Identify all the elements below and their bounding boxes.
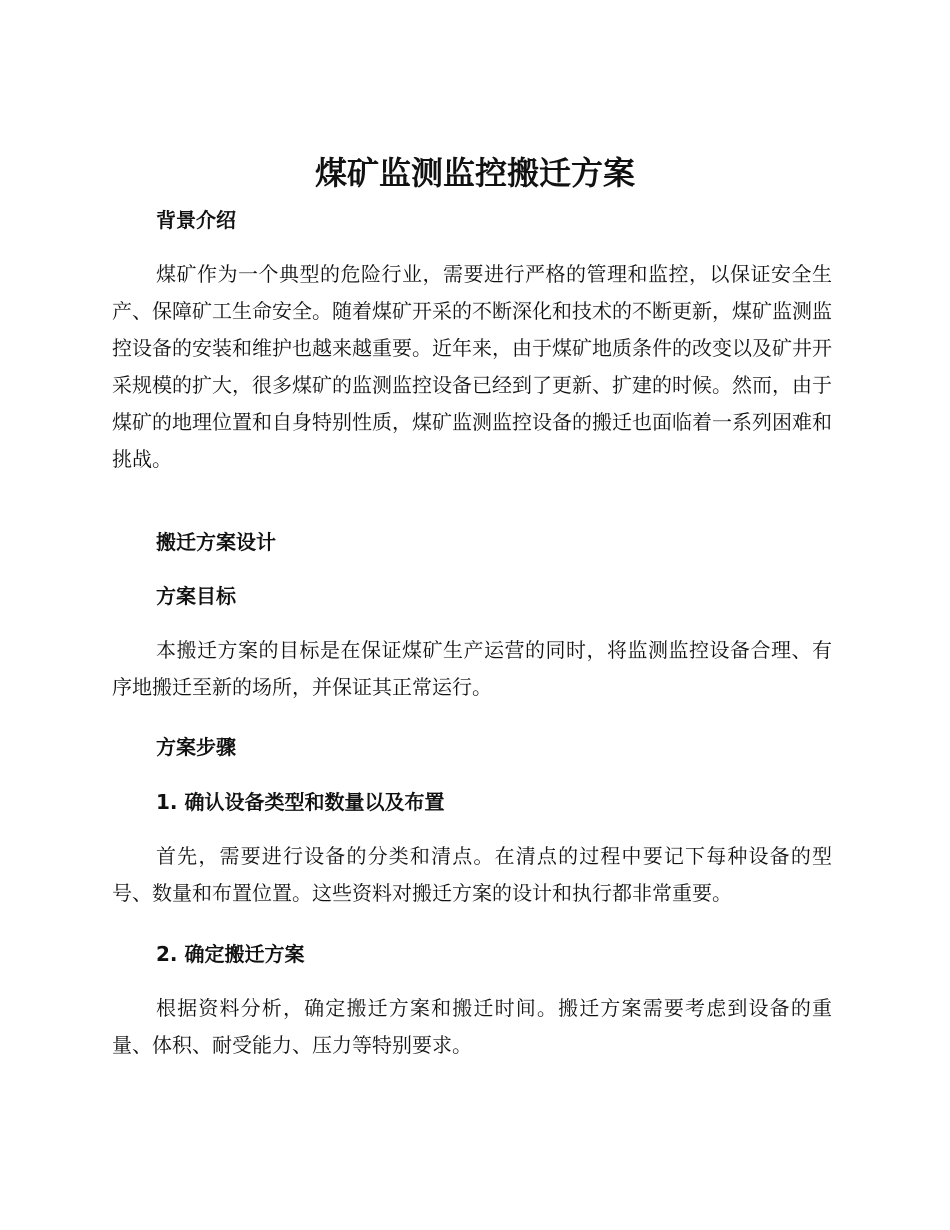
paragraph-step2: 根据资料分析，确定搬迁方案和搬迁时间。搬迁方案需要考虑到设备的重量、体积、耐受能力、压力等特别要求。 xyxy=(112,996,832,1057)
section-heading-step2: 2. 确定搬迁方案 xyxy=(156,942,305,966)
paragraph-step1: 首先，需要进行设备的分类和清点。在清点的过程中要记下每种设备的型号、数量和布置位置。这些资料对搬迁方案的设计和执行都非常重要。 xyxy=(112,844,832,905)
section-heading-background: 背景介绍 xyxy=(156,208,236,232)
section-heading-goal: 方案目标 xyxy=(156,584,236,608)
section-heading-steps: 方案步骤 xyxy=(156,735,236,759)
section-heading-step1: 1. 确认设备类型和数量以及布置 xyxy=(156,790,445,814)
document-title: 煤矿监测监控搬迁方案 xyxy=(314,154,635,192)
section-heading-design: 搬迁方案设计 xyxy=(156,530,276,554)
paragraph-background: 煤矿作为一个典型的危险行业，需要进行严格的管理和监控，以保证安全生产、保障矿工生命安全。随着煤矿开采的不断深化和技术的不断更新，煤矿监测监控设备的安装和维护也越来越重要。近年来，由于煤矿地质条件的改变以及矿井开采规模的扩大，很多煤矿的监测监控设备已经到了更新、扩建的时候。然而，由于煤矿的地理位置和自身特别性质，煤矿监测监控设备的搬迁也面临着一系列困难和挑战。 xyxy=(112,262,832,471)
paragraph-goal: 本搬迁方案的目标是在保证煤矿生产运营的同时，将监测监控设备合理、有序地搬迁至新的场所，并保证其正常运行。 xyxy=(112,638,832,699)
